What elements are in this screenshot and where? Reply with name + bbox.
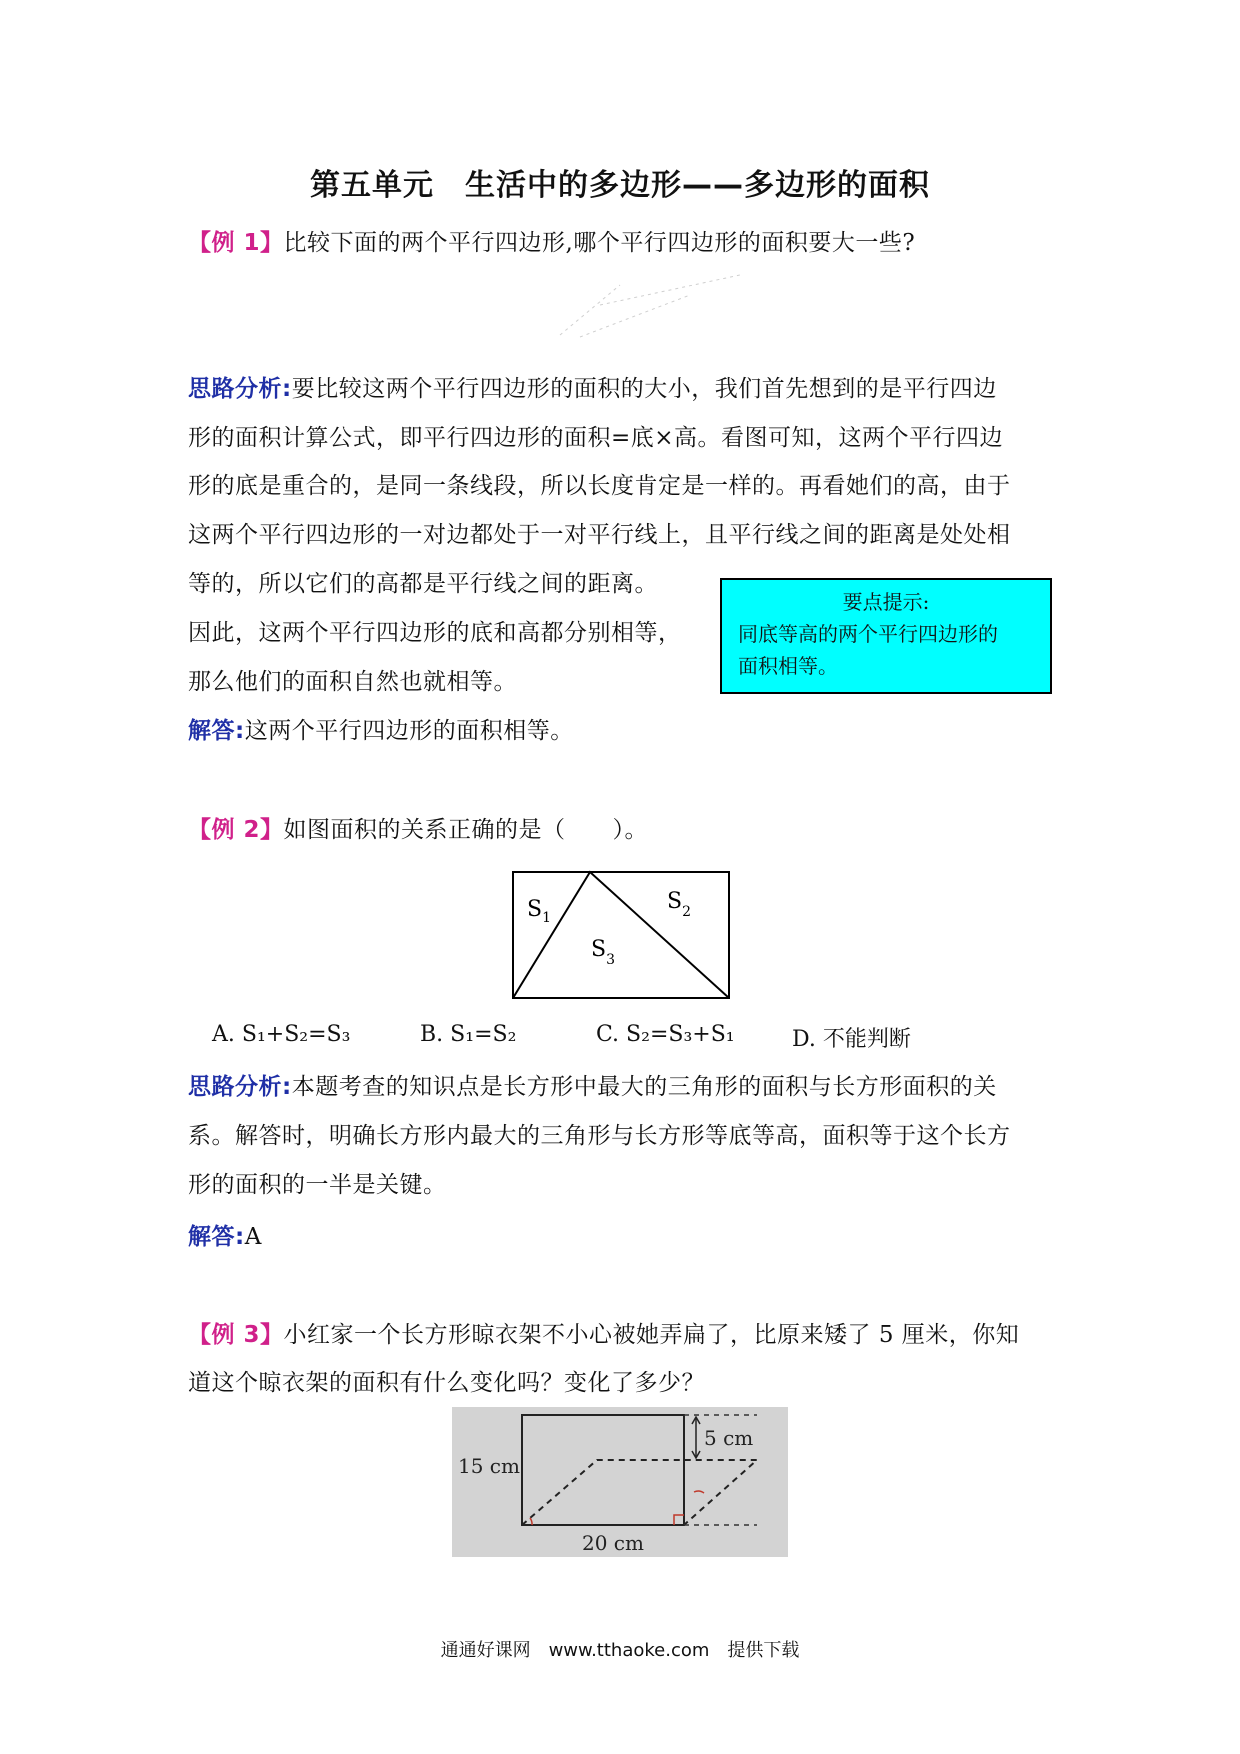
example2-answer-label: 解答: (188, 1224, 245, 1250)
example3-question-text: 小红家一个长方形晾衣架不小心被她弄扁了，比原来矮了 5 厘米，你知 (283, 1322, 1020, 1348)
label-15cm: 15 cm (458, 1454, 520, 1478)
example1-analysis-line-6: 因此，这两个平行四边形的底和高都分别相等， (188, 620, 682, 646)
example2-analysis-text: 本题考查的知识点是长方形中最大的三角形的面积与长方形面积的关 (291, 1074, 997, 1100)
example1-analysis-line-5: 等的，所以它们的高都是平行线之间的距离。 (188, 571, 658, 597)
label-5cm: 5 cm (704, 1426, 754, 1450)
key-point-tip-box (720, 578, 1052, 694)
example3-question-line-2: 道这个晾衣架的面积有什么变化吗？变化了多少？ (188, 1370, 705, 1396)
example3-question-line-1 (188, 1320, 1019, 1350)
label-20cm: 20 cm (582, 1531, 644, 1555)
triangle-outline (513, 872, 729, 998)
example1-analysis-line-7: 那么他们的面积自然也就相等。 (188, 669, 517, 695)
example2-answer: A (244, 1224, 262, 1250)
example1-tag: 【例 1】 (188, 230, 284, 256)
faint-figure-artifact (540, 265, 760, 345)
option-b: B. S₁=S₂ (420, 1022, 517, 1047)
example2-tag: 【例 2】 (188, 817, 284, 843)
example1-question-line (188, 228, 915, 258)
tip-line-2: 面积相等。 (738, 654, 838, 678)
page-title: 第五单元 生活中的多边形——多边形的面积 (310, 168, 930, 203)
label-s3: $S_3$ (591, 937, 615, 968)
example1-answer: 这两个平行四边形的面积相等。 (244, 718, 574, 744)
example1-analysis-line-2: 形的面积计算公式，即平行四边形的面积=底×高。看图可知，这两个平行四边 (188, 425, 1004, 451)
example2-question: 如图面积的关系正确的是（ ）。 (283, 817, 649, 843)
example1-analysis-line-3: 形的底是重合的，是同一条线段，所以长度肯定是一样的。再看她们的高，由于 (188, 473, 1011, 499)
label-s1: $S_1$ (527, 897, 551, 926)
example1-answer-line (188, 716, 574, 746)
example1-analysis-label: 思路分析: (188, 376, 292, 402)
example1-question: 比较下面的两个平行四边形,哪个平行四边形的面积要大一些? (283, 230, 916, 256)
option-c: C. S₂=S₃+S₁ (596, 1022, 735, 1047)
example2-question-line (188, 815, 648, 845)
example2-analysis-line-2: 系。解答时，明确长方形内最大的三角形与长方形等底等高，面积等于这个长方 (188, 1123, 1011, 1149)
footer-credit: 通通好课网 www.tthaoke.com 提供下载 (440, 1640, 800, 1661)
example2-analysis-line-3: 形的面积的一半是关键。 (188, 1172, 447, 1198)
rectangle-outline (513, 872, 729, 998)
example1-analysis-line-4: 这两个平行四边形的一对边都处于一对平行线上，且平行线之间的距离是处处相 (188, 522, 1011, 548)
example2-analysis-label: 思路分析: (188, 1074, 292, 1100)
rectangle-triangle-figure (505, 868, 735, 1004)
example2-answer-line (188, 1222, 262, 1252)
tip-line-1: 同底等高的两个平行四边形的 (738, 622, 998, 646)
example1-analysis-line-1 (188, 374, 997, 404)
tip-title: 要点提示: (842, 590, 930, 614)
example1-analysis-text: 要比较这两个平行四边形的面积的大小，我们首先想到的是平行四边 (291, 376, 997, 402)
example3-tag: 【例 3】 (188, 1322, 284, 1348)
option-a: A. S₁+S₂=S₃ (212, 1022, 351, 1047)
example1-answer-label: 解答: (188, 718, 245, 744)
option-d: D. 不能判断 (792, 1027, 911, 1052)
example2-analysis-line-1 (188, 1072, 997, 1102)
label-s2: $S_2$ (667, 889, 691, 920)
clothes-rack-figure (452, 1407, 788, 1557)
